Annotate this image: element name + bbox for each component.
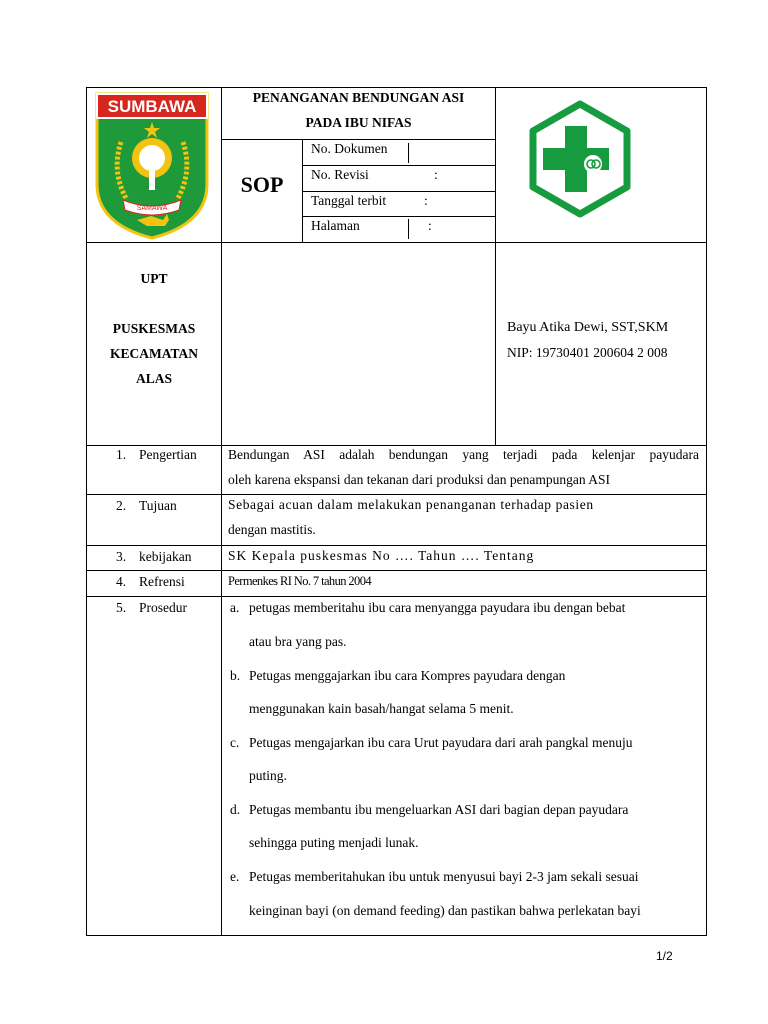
logo-ribbon-text: SAMAWA [136,205,168,212]
tujuan-text-line2: dengan mastitis. [228,522,316,537]
procedure-letter: c. [230,735,240,750]
procedure-item-line2: keinginan bayi (on demand feeding) dan pastikan bahwa perlekatan bayi [249,903,641,918]
row-num: 5. [116,600,127,615]
page-number: 1/2 [656,949,673,963]
org-alas: ALAS [135,371,172,386]
field-halaman-label: Halaman [311,218,360,233]
procedure-item-line2: menggunakan kain basah/hangat selama 5 menit. [249,701,514,716]
procedure-item-line2: atau bra yang pas. [249,634,347,649]
puskesmas-logo [527,100,633,218]
tujuan-text-line1: Sebagai acuan dalam melakukan penanganan terhadap pasien [228,497,594,512]
row-label-pengertian: Pengertian [139,447,197,462]
procedure-item-line1: Petugas menggajarkan ibu cara Kompres payudara dengan [249,668,566,683]
procedure-item-line1: Petugas mengajarkan ibu cara Urut payudara dari arah pangkal menuju [249,735,633,750]
logo-banner-text: SUMBAWA [107,97,197,116]
kebijakan-text: SK Kepala puskesmas No …. Tahun …. Tentang [228,548,535,563]
procedure-item-line1: petugas memberitahu ibu cara menyangga payudara ibu dengan bebat [249,600,626,615]
row-num: 1. [116,447,127,462]
org-puskesmas: PUSKESMAS [112,321,196,336]
procedure-item-line1: Petugas membantu ibu mengeluarkan ASI dari bagian depan payudara [249,802,629,817]
document-title-line1: PENANGANAN BENDUNGAN ASI [252,90,465,105]
procedure-letter: e. [230,869,240,884]
org-kecamatan: KECAMATAN [110,346,198,361]
document-title-line2: PADA IBU NIFAS [305,115,412,130]
row-label-refrensi: Refrensi [139,574,185,589]
sop-label: SOP [240,172,284,197]
procedure-item-line1: Petugas memberitahukan ibu untuk menyusui bayi 2-3 jam sekali sesuai [249,869,639,884]
procedure-item-line2: puting. [249,768,287,783]
procedure-letter: b. [230,668,241,683]
procedure-item-line2: sehingga puting menjadi lunak. [249,835,419,850]
procedure-letter: a. [230,600,240,615]
row-label-tujuan: Tujuan [139,498,177,513]
signatory-nip: NIP: 19730401 200604 2 008 [507,345,668,360]
field-tanggal-terbit-label: Tanggal terbit [311,193,387,208]
pengertian-text-line2: oleh karena ekspansi dan tekanan dari produksi dan penampungan ASI [228,472,611,487]
row-label-kebijakan: kebijakan [139,549,192,564]
row-num: 3. [116,549,127,564]
row-label-prosedur: Prosedur [139,600,187,615]
field-no-revisi-label: No. Revisi [311,167,369,182]
refrensi-text: Permenkes RI No. 7 tahun 2004 [228,574,371,588]
field-no-dokumen-label: No. Dokumen [311,141,388,156]
sumbawa-shield-logo [93,92,211,240]
row-num: 4. [116,574,127,589]
signatory-name: Bayu Atika Dewi, SST,SKM [507,320,669,335]
pengertian-text-line1: Bendungan ASI adalah bendungan yang terjadi pada kelenjar payudara [228,447,699,462]
field-no-revisi-value: : [434,167,438,182]
field-tanggal-terbit-value: : [424,193,428,208]
row-num: 2. [116,498,127,513]
field-halaman-value: : [428,218,432,233]
org-upt: UPT [140,271,168,286]
procedure-letter: d. [230,802,241,817]
